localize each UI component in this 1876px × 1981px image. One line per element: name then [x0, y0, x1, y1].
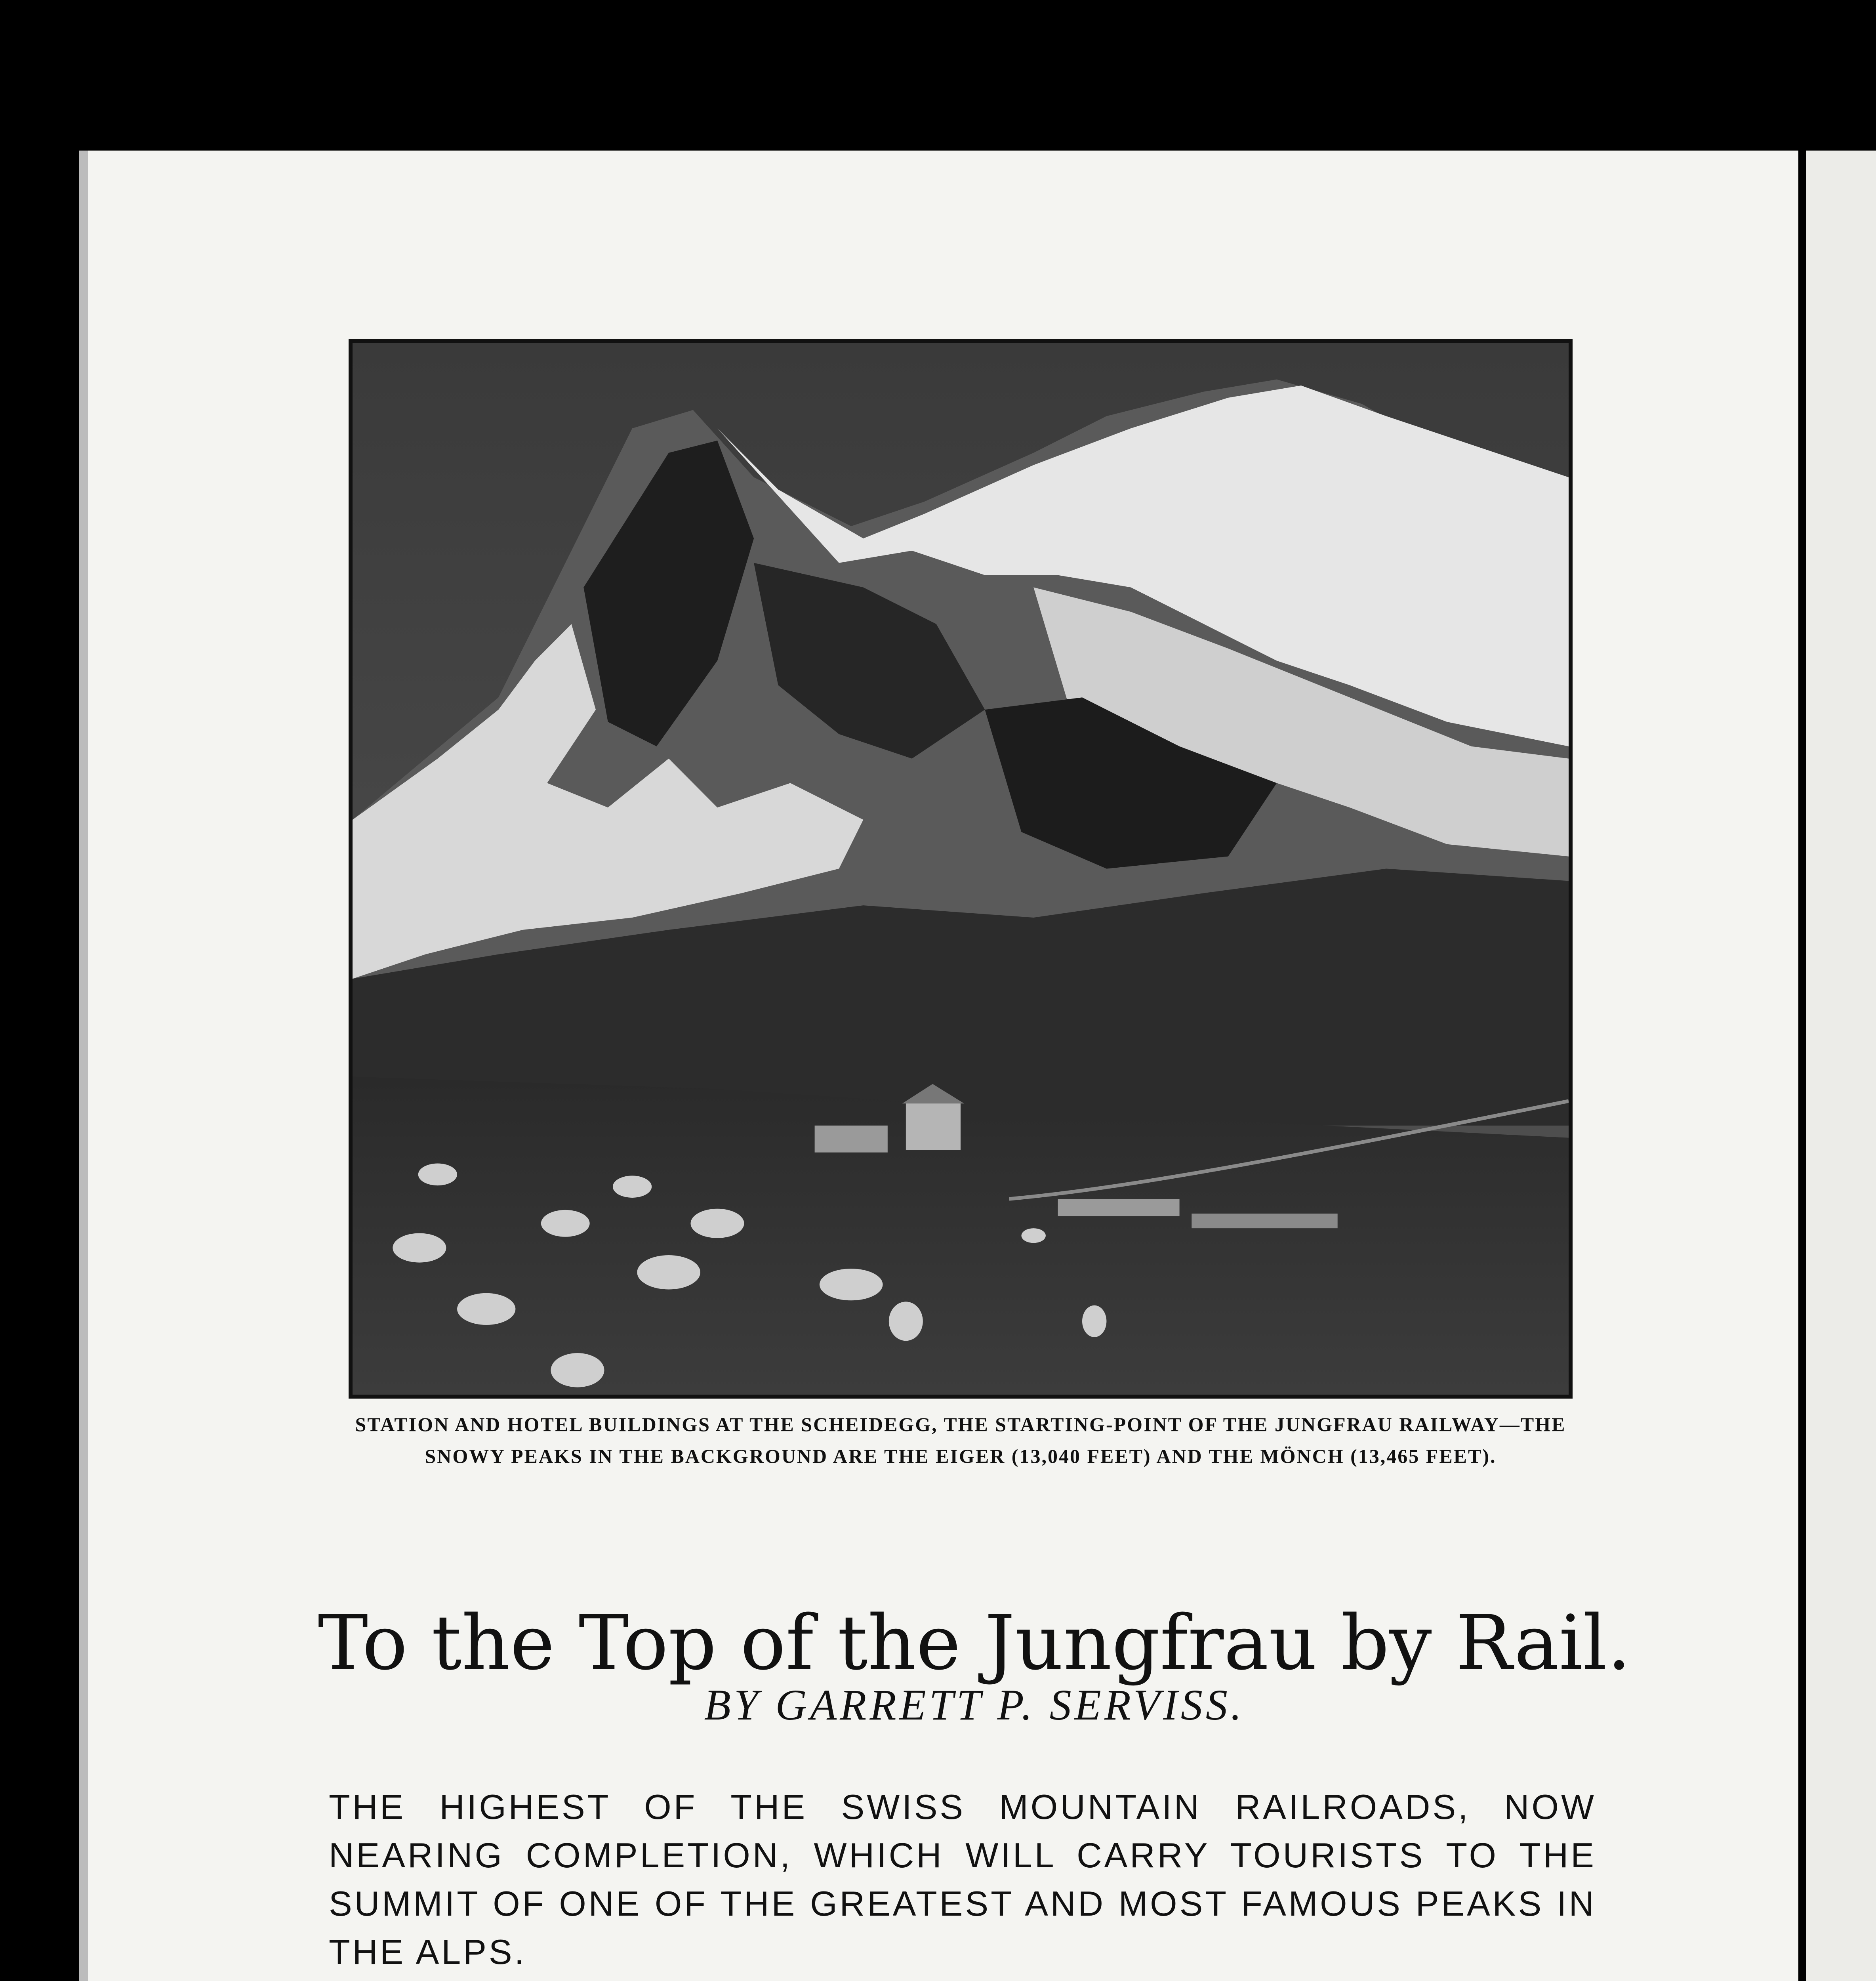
- article-title: To the Top of the Jungfrau by Rail.: [318, 1599, 1631, 1687]
- article-deck: THE HIGHEST OF THE SWISS MOUNTAIN RAILROADS, NOW NEARING COMPLETION, WHICH WILL CARRY TOURISTS TO THE SUMMIT OF ONE OF THE GREATEST AND MOST FAMOUS PEAKS IN THE ALPS.: [329, 1787, 1596, 1971]
- adjacent-page-edge: [1806, 151, 1876, 1981]
- article-byline: BY GARRETT P. SERVISS.: [704, 1681, 1245, 1729]
- jungfrau-landscape-illustration: [353, 343, 1569, 1395]
- mountain-photo: [349, 339, 1573, 1399]
- photo-caption: STATION AND HOTEL BUILDINGS AT THE SCHEIDEGG, THE STARTING-POINT OF THE JUNGFRAU RAILWAY—THE SNOWY PEAKS IN THE BACKGROUND ARE THE EIGER (13,040 FEET) AND THE MÖNCH (13,465 FEET).: [355, 1413, 1566, 1467]
